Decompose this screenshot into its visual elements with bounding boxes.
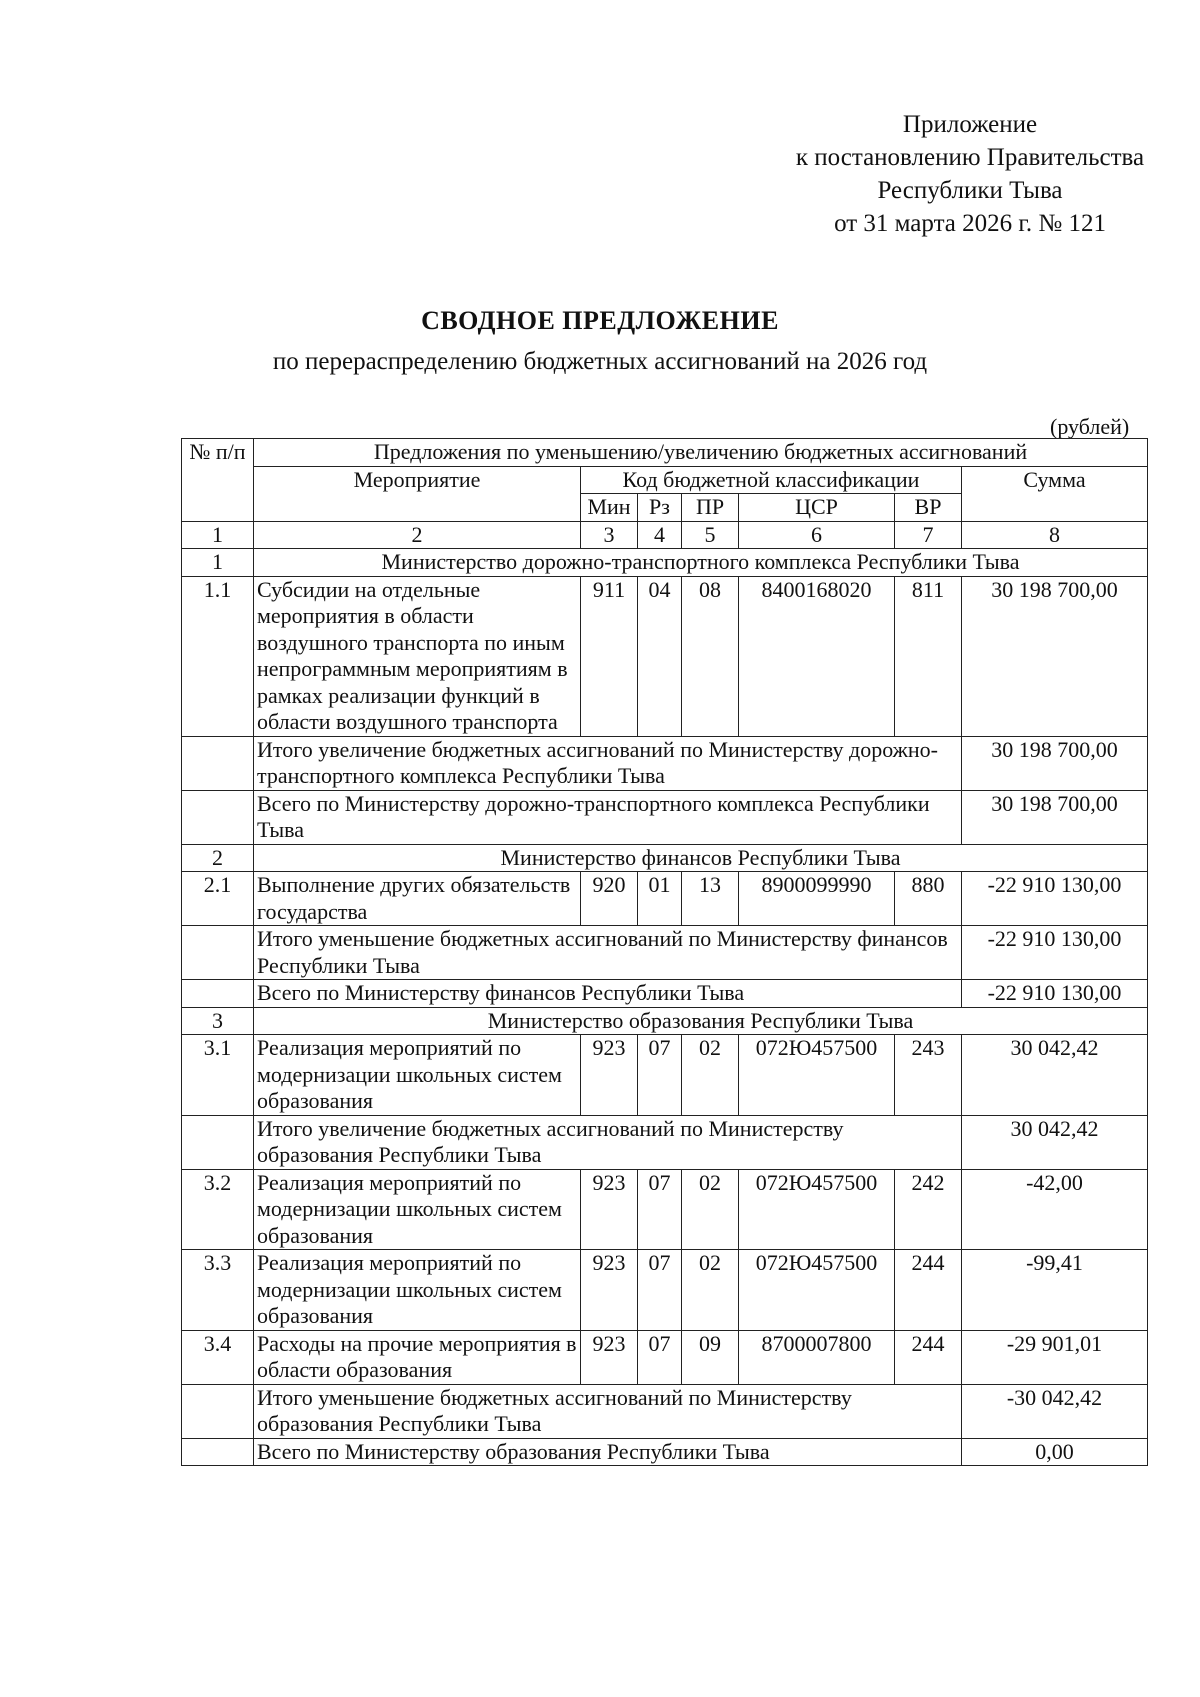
header-csr: ЦСР: [739, 494, 895, 522]
section-row: [182, 1007, 1148, 1035]
appendix-line-4: от 31 марта 2026 г. № 121: [834, 210, 1106, 237]
row-min: 911: [581, 576, 638, 736]
section-row: [182, 844, 1148, 872]
colnum: 7: [895, 521, 962, 549]
appendix-block: [740, 108, 1200, 240]
row-rz: 07: [638, 1250, 682, 1331]
section-name: Министерство финансов Республики Тыва: [254, 844, 1148, 872]
colnum: 8: [962, 521, 1148, 549]
row-event: Субсидии на отдельные мероприятия в области воздушного транспорта по иным непрограммным мероприятиям в рамках реализации функций в области воздушного транспорта: [254, 576, 581, 736]
section-number: 2: [182, 844, 254, 872]
row-csr: 072Ю457500: [739, 1169, 895, 1250]
row-number: 2.1: [182, 872, 254, 926]
row-sum: -22 910 130,00: [962, 872, 1148, 926]
subtotal-sum: 30 042,42: [962, 1115, 1148, 1169]
table-row: [182, 576, 1148, 736]
appendix-line-3: Республики Тыва: [877, 177, 1063, 204]
column-numbers-row: [182, 521, 1148, 549]
section-name: Министерство образования Республики Тыва: [254, 1007, 1148, 1035]
total-sum: 0,00: [962, 1438, 1148, 1466]
section-name: Министерство дорожно-транспортного комплекса Республики Тыва: [254, 549, 1148, 577]
row-pr: 09: [682, 1330, 739, 1384]
budget-table: [181, 438, 1148, 1466]
document-subtitle: по перераспределению бюджетных ассигнований на 2026 год: [272, 348, 928, 375]
empty-cell: [182, 790, 254, 844]
section-number: 1: [182, 549, 254, 577]
subtotal-row: [182, 1384, 1148, 1438]
subtotal-row: [182, 926, 1148, 980]
row-min: 923: [581, 1250, 638, 1331]
colnum: 2: [254, 521, 581, 549]
row-pr: 02: [682, 1035, 739, 1116]
colnum: 5: [682, 521, 739, 549]
row-vr: 880: [895, 872, 962, 926]
row-sum: -29 901,01: [962, 1330, 1148, 1384]
document-title: СВОДНОЕ ПРЕДЛОЖЕНИЕ: [421, 306, 779, 335]
empty-cell: [182, 1384, 254, 1438]
total-text: Всего по Министерству финансов Республики Тыва: [254, 980, 962, 1008]
row-pr: 08: [682, 576, 739, 736]
header-sum: Сумма: [962, 466, 1148, 521]
row-csr: 072Ю457500: [739, 1035, 895, 1116]
empty-cell: [182, 1115, 254, 1169]
total-row: [182, 980, 1148, 1008]
colnum: 3: [581, 521, 638, 549]
total-sum: 30 198 700,00: [962, 790, 1148, 844]
empty-cell: [182, 980, 254, 1008]
table-row: [182, 872, 1148, 926]
row-event: Реализация мероприятий по модернизации школьных систем образования: [254, 1169, 581, 1250]
row-event: Реализация мероприятий по модернизации школьных систем образования: [254, 1250, 581, 1331]
total-sum: -22 910 130,00: [962, 980, 1148, 1008]
row-number: 3.3: [182, 1250, 254, 1331]
row-vr: 242: [895, 1169, 962, 1250]
subtotal-sum: -30 042,42: [962, 1384, 1148, 1438]
empty-cell: [182, 926, 254, 980]
table-row: [182, 1250, 1148, 1331]
row-number: 3.4: [182, 1330, 254, 1384]
row-rz: 01: [638, 872, 682, 926]
header-pr: ПР: [682, 494, 739, 522]
row-number: 3.2: [182, 1169, 254, 1250]
header-proposals: Предложения по уменьшению/увеличению бюджетных ассигнований: [254, 439, 1148, 467]
appendix-line-1: Приложение: [902, 111, 1038, 138]
section-row: [182, 549, 1148, 577]
row-vr: 243: [895, 1035, 962, 1116]
header-kbk: Код бюджетной классификации: [581, 466, 962, 494]
total-row: [182, 1438, 1148, 1466]
colnum: 4: [638, 521, 682, 549]
colnum: 6: [739, 521, 895, 549]
row-rz: 07: [638, 1330, 682, 1384]
header-rz: Рз: [638, 494, 682, 522]
empty-cell: [182, 736, 254, 790]
row-vr: 244: [895, 1250, 962, 1331]
row-event: Расходы на прочие мероприятия в области образования: [254, 1330, 581, 1384]
subtotal-sum: -22 910 130,00: [962, 926, 1148, 980]
row-vr: 244: [895, 1330, 962, 1384]
table-row: [182, 1169, 1148, 1250]
row-number: 1.1: [182, 576, 254, 736]
total-text: Всего по Министерству дорожно-транспортного комплекса Республики Тыва: [254, 790, 962, 844]
row-csr: 8900099990: [739, 872, 895, 926]
row-pr: 02: [682, 1169, 739, 1250]
row-rz: 07: [638, 1035, 682, 1116]
appendix-line-2: к постановлению Правительства: [795, 144, 1145, 171]
header-min: Мин: [581, 494, 638, 522]
row-csr: 8700007800: [739, 1330, 895, 1384]
subtotal-row: [182, 1115, 1148, 1169]
row-vr: 811: [895, 576, 962, 736]
row-sum: -42,00: [962, 1169, 1148, 1250]
header-row-1: [182, 439, 1148, 467]
subtotal-text: Итого увеличение бюджетных ассигнований по Министерству образования Республики Тыва: [254, 1115, 962, 1169]
header-no: № п/п: [182, 439, 254, 522]
section-number: 3: [182, 1007, 254, 1035]
row-min: 920: [581, 872, 638, 926]
row-rz: 07: [638, 1169, 682, 1250]
total-row: [182, 790, 1148, 844]
row-sum: -99,41: [962, 1250, 1148, 1331]
subtotal-text: Итого уменьшение бюджетных ассигнований по Министерству образования Республики Тыва: [254, 1384, 962, 1438]
colnum: 1: [182, 521, 254, 549]
row-min: 923: [581, 1330, 638, 1384]
row-csr: 072Ю457500: [739, 1250, 895, 1331]
row-event: Реализация мероприятий по модернизации школьных систем образования: [254, 1035, 581, 1116]
table-row: [182, 1035, 1148, 1116]
units-label: (рублей): [1050, 414, 1130, 439]
row-event: Выполнение других обязательств государства: [254, 872, 581, 926]
total-text: Всего по Министерству образования Республики Тыва: [254, 1438, 962, 1466]
row-rz: 04: [638, 576, 682, 736]
row-sum: 30 042,42: [962, 1035, 1148, 1116]
table-row: [182, 1330, 1148, 1384]
subtotal-sum: 30 198 700,00: [962, 736, 1148, 790]
row-min: 923: [581, 1035, 638, 1116]
row-min: 923: [581, 1169, 638, 1250]
header-event: Мероприятие: [254, 466, 581, 521]
row-pr: 13: [682, 872, 739, 926]
subtotal-row: [182, 736, 1148, 790]
row-number: 3.1: [182, 1035, 254, 1116]
header-row-2: [182, 466, 1148, 494]
row-pr: 02: [682, 1250, 739, 1331]
subtotal-text: Итого увеличение бюджетных ассигнований по Министерству дорожно-транспортного комплекса Республики Тыва: [254, 736, 962, 790]
subtotal-text: Итого уменьшение бюджетных ассигнований по Министерству финансов Республики Тыва: [254, 926, 962, 980]
empty-cell: [182, 1438, 254, 1466]
row-csr: 8400168020: [739, 576, 895, 736]
row-sum: 30 198 700,00: [962, 576, 1148, 736]
header-vr: ВР: [895, 494, 962, 522]
